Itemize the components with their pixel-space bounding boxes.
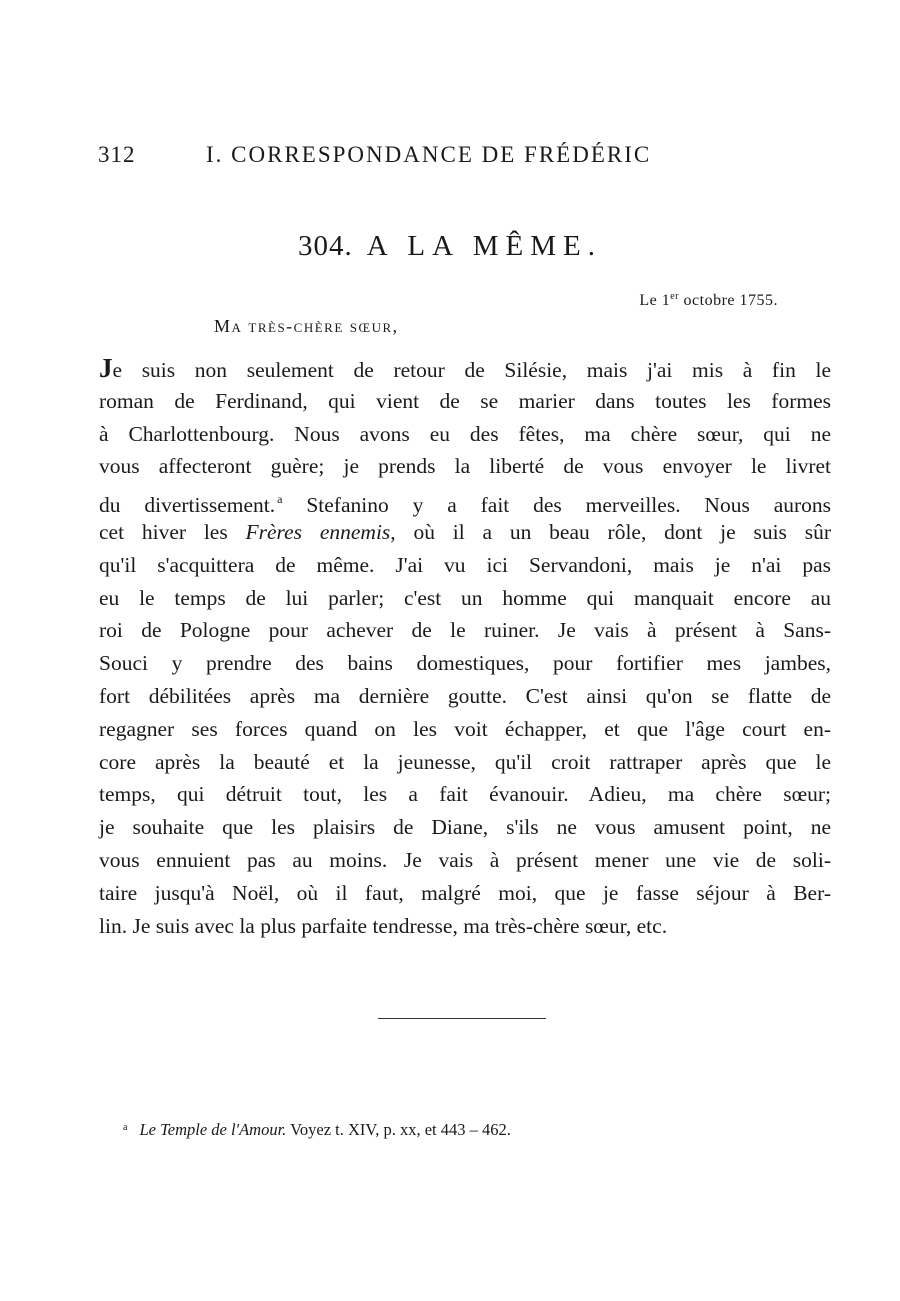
date-ordinal: er [670, 291, 680, 302]
salutation: Ma très-chère sœur, [214, 316, 399, 336]
footnote-reference[interactable]: a [277, 492, 283, 507]
body-line [99, 516, 831, 549]
body-line [99, 352, 831, 385]
body-line: qu'il s'acquittera de même. J'ai vu ici Servandoni, mais je n'ai pas [99, 552, 831, 577]
body-line: core après la beauté et la jeunesse, qu'il croit rattraper après que le [99, 749, 831, 774]
body-line: vous ennuient pas au moins. Je vais à présent mener une vie de soli- [99, 847, 831, 872]
footnote-reference-text: Voyez t. XIV, p. xx, et 443 – 462. [286, 1120, 511, 1139]
letter-date [560, 291, 778, 310]
body-line: Souci y prendre des bains domestiques, pour fortifier mes jambes, [99, 651, 831, 676]
line-text: cet hiver les [99, 519, 246, 544]
line-text: du divertissement. [99, 493, 276, 518]
line-text: , où il a un beau rôle, dont je suis sûr [390, 519, 831, 544]
footnote-work-title: Le Temple de l'Amour. [139, 1120, 287, 1139]
body-line: roman de Ferdinand, qui vient de se marier dans toutes les formes [99, 388, 831, 413]
running-title: I. CORRESPONDANCE DE FRÉDÉRIC [206, 142, 652, 167]
body-line: vous affecteront guère; je prends la liberté de vous envoyer le livret [99, 454, 831, 479]
drop-cap: J [99, 353, 113, 383]
body-line: fort débilitées après ma dernière goutte. C'est ainsi qu'on se flatte de [99, 683, 831, 708]
body-line: temps, qui détruit tout, les a fait évanouir. Adieu, ma chère sœur; [99, 782, 831, 807]
body-line: roi de Pologne pour achever de le ruiner. Je vais à présent à Sans- [99, 618, 831, 643]
body-line: regagner ses forces quand on les voit échapper, et que l'âge court en- [99, 716, 831, 741]
section-divider [378, 1018, 546, 1019]
running-head [98, 142, 738, 168]
body-line: je souhaite que les plaisirs de Diane, s'ils ne vous amusent point, ne [99, 815, 831, 840]
body-line [99, 483, 831, 516]
date-prefix: Le 1 [639, 292, 671, 309]
body-line: taire jusqu'à Noël, où il faut, malgré moi, que je fasse séjour à Ber- [99, 880, 831, 905]
footnote [123, 1120, 511, 1140]
body-line: à Charlottenbourg. Nous avons eu des fêtes, ma chère sœur, qui ne [99, 421, 831, 446]
date-rest: octobre 1755. [679, 292, 778, 309]
body-line: eu le temps de lui parler; c'est un homme qui manquait encore au [99, 585, 831, 610]
letter-number: 304. [298, 230, 353, 262]
letter-heading: A LA MÊME. [366, 230, 602, 262]
line-text: e suis non seulement de retour de Silésie, mais j'ai mis à fin le [112, 358, 831, 382]
letter-body [99, 352, 831, 942]
italic-title: Frères ennemis [245, 519, 391, 544]
letter-title [0, 230, 900, 263]
footnote-mark: a [123, 1122, 128, 1133]
body-line: lin. Je suis avec la plus parfaite tendresse, ma très-chère sœur, etc. [99, 913, 668, 938]
page-number: 312 [98, 142, 136, 167]
line-text: Stefanino y a fait des merveilles. Nous aurons [282, 493, 832, 518]
